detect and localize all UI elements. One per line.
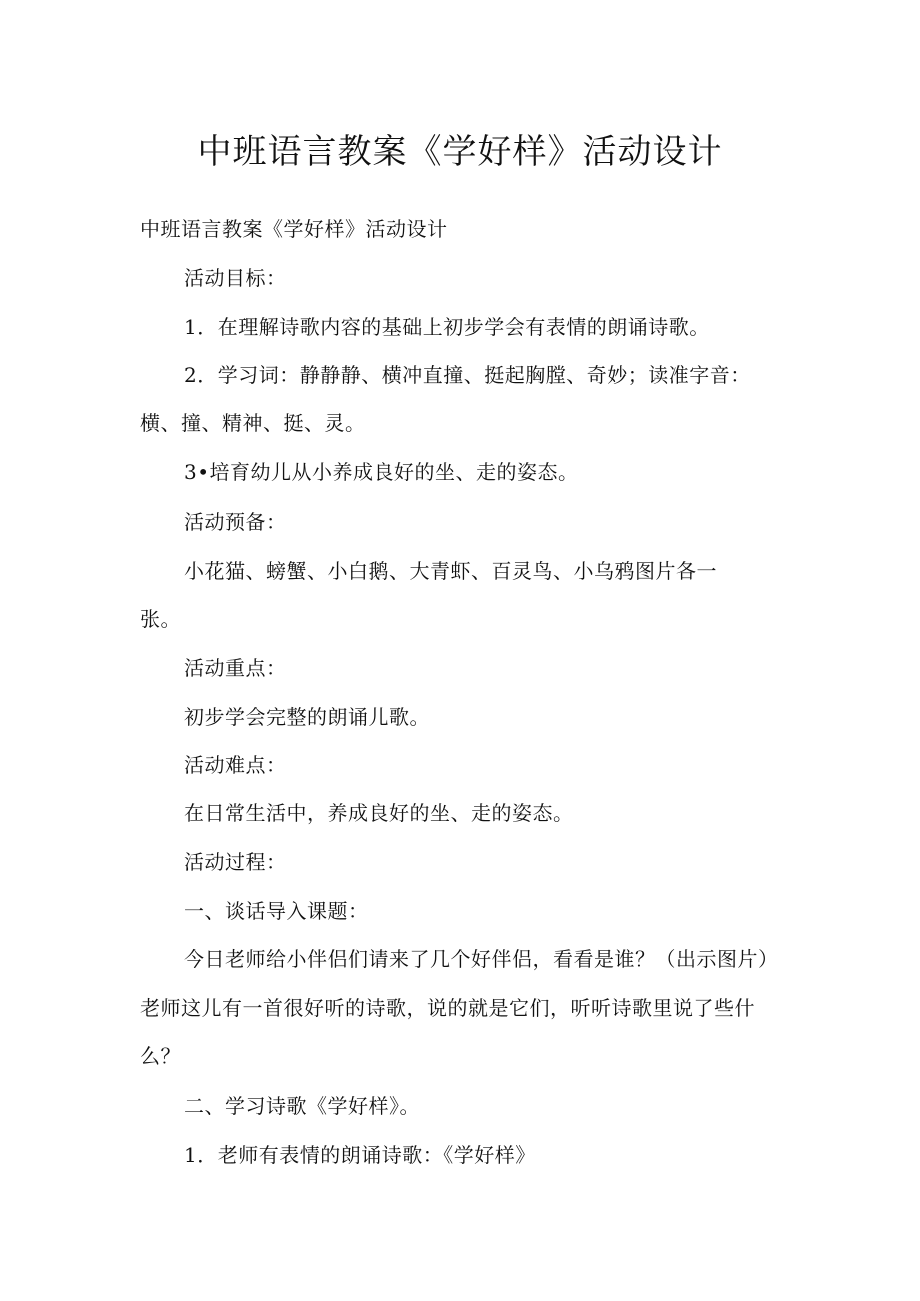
section-heading-difficulty: 活动难点： <box>184 753 287 777</box>
subtitle-line: 中班语言教案《学好样》活动设计 <box>140 217 448 241</box>
objective-3: 3•培育幼儿从小养成良好的坐、走的姿态。 <box>184 460 579 484</box>
process-step-1-text-continued: 老师这儿有一首很好听的诗歌，说的就是它们，听听诗歌里说了些什 <box>140 996 755 1020</box>
process-step-1-text: 今日老师给小伴侣们请来了几个好伴侣，看看是谁？（出示图片） <box>184 947 779 971</box>
section-heading-process: 活动过程： <box>184 850 287 874</box>
process-step-2-heading: 二、学习诗歌《学好样》。 <box>184 1094 420 1118</box>
section-heading-key-point: 活动重点： <box>184 656 287 680</box>
difficulty-text: 在日常生活中，养成良好的坐、走的姿态。 <box>184 801 574 825</box>
process-step-1-text-end: 么？ <box>140 1044 181 1068</box>
process-step-2-item-1: 1．老师有表情的朗诵诗歌：《学好样》 <box>184 1143 536 1167</box>
process-step-1-heading: 一、谈话导入课题： <box>184 899 369 923</box>
key-point-text: 初步学会完整的朗诵儿歌。 <box>184 705 430 729</box>
section-heading-preparation: 活动预备： <box>184 510 287 534</box>
preparation-text: 小花猫、螃蟹、小白鹅、大青虾、百灵鸟、小乌鸦图片各一 <box>184 559 717 583</box>
preparation-text-continued: 张。 <box>140 607 181 631</box>
section-heading-objectives: 活动目标： <box>184 266 287 290</box>
objective-2: 2．学习词：静静静、横冲直撞、挺起胸膛、奇妙；读准字音： <box>184 363 751 387</box>
objective-2-continued: 横、撞、精神、挺、灵。 <box>140 411 366 435</box>
document-title: 中班语言教案《学好样》活动设计 <box>197 132 723 172</box>
objective-1: 1．在理解诗歌内容的基础上初步学会有表情的朗诵诗歌。 <box>184 315 710 339</box>
